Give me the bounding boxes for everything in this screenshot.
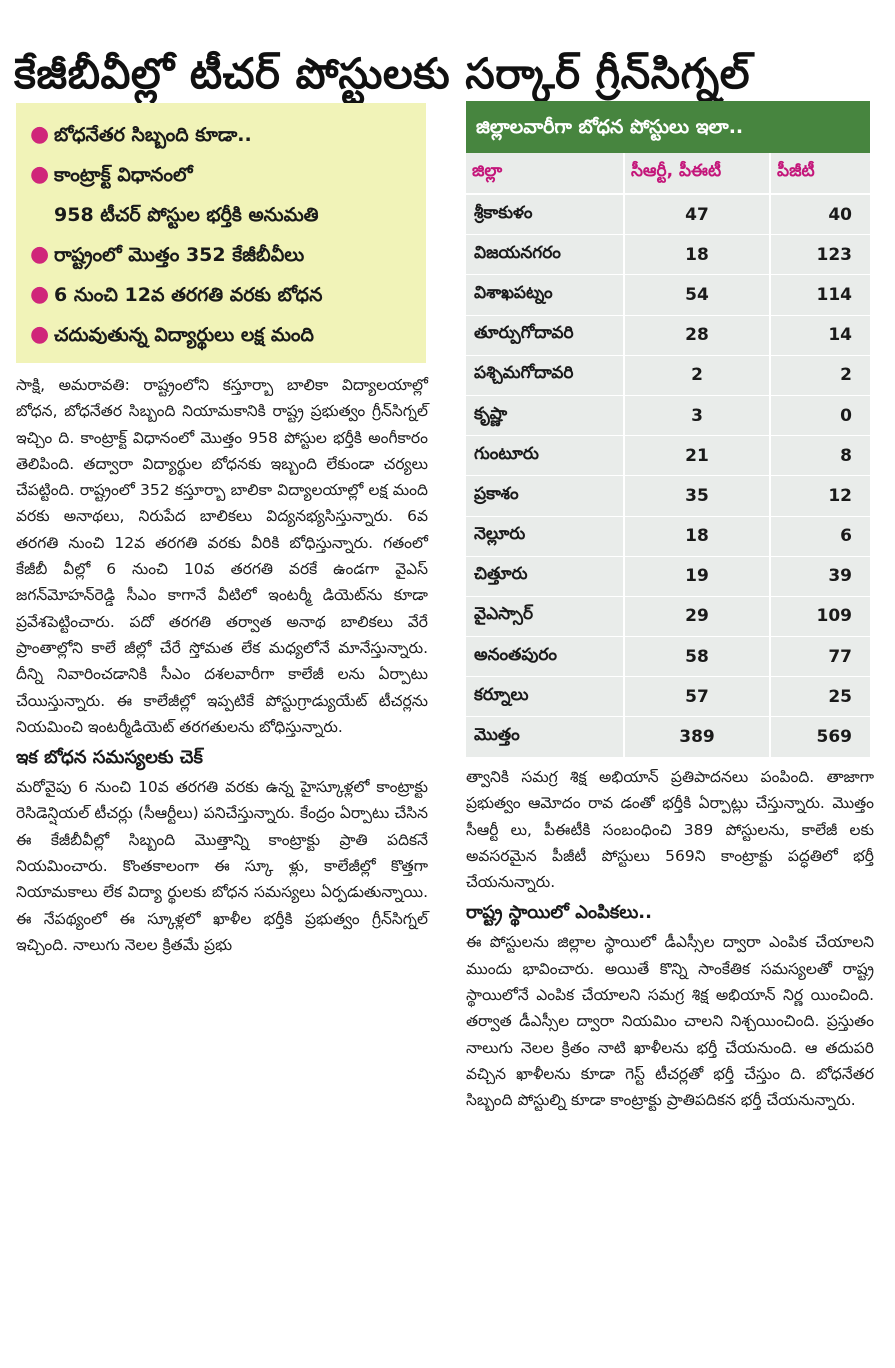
cell-district: విశాఖపట్నం	[466, 275, 624, 315]
cell-crt-pet: 28	[624, 315, 770, 355]
table-header-row	[466, 153, 870, 194]
cell-pgt: 77	[770, 637, 870, 677]
cell-pgt: 569	[770, 717, 870, 757]
article-paragraph: సాక్షి, అమరావతి: రాష్ట్రంలోని కస్తూర్బా బాలికా విద్యాలయాల్లో బోధన, బోధనేతర సిబ్బంది నియామకానికి రాష్ట్ర ప్రభుత్వం గ్రీన్‌సిగ్నల్ ఇచ్చిం ది. కాంట్రాక్ట్ విధానంలో మొత్తం 958 పోస్టుల భర్తీకి అంగీకారం తెలిపింది. తద్వారా విద్యార్థుల బోధనకు ఇబ్బంది లేకుండా చర్యలు చేపట్టింది. రాష్ట్రంలో 352 కస్తూర్బా బాలికా విద్యాలయాల్లో లక్ష మంది వరకు అనాథలు, నిరుపేద బాలికలు విద్యనభ్యసిస్తున్నారు. 6వ తరగతి నుంచి 12వ తరగతి వరకు వీరికి బోధిస్తున్నారు. గతంలో కేజీబీ వీల్లో 6 నుంచి 10వ తరగతి వరకే ఉండగా వైఎస్ జగన్‌మోహన్‌రెడ్డి సీఎం కాగానే వీటిలో ఇంటర్మీ డియెట్‌ను కూడా ప్రవేశపెట్టించారు. పదో తరగతి తర్వాత అనాథ బాలికలు వేరే ప్రాంతాల్లోని కాలే జీల్లో చేరే స్తోమత లేక మధ్యలోనే మానేస్తున్నారు. దీన్ని నివారించడానికి సీఎం దశలవారీగా కాలేజీ లను ఏర్పాటు చేయిస్తున్నారు. ఈ కాలేజీల్లో ఇప్పటికే పోస్టుగ్రాడ్యుయేట్ టీచర్లను నియమించి ఇంటర్మీడియెట్ తరగతులను బోధిస్తున్నారు.	[16, 376, 428, 736]
district-posts-table	[466, 153, 870, 757]
table-row	[466, 516, 870, 556]
table-row	[466, 315, 870, 355]
cell-pgt: 25	[770, 677, 870, 717]
cell-crt-pet: 2	[624, 355, 770, 395]
cell-crt-pet: 35	[624, 476, 770, 516]
cell-pgt: 0	[770, 395, 870, 435]
article-paragraph: మరోవైపు 6 నుంచి 10వ తరగతి వరకు ఉన్న హైస్కూళ్లలో కాంట్రాక్టు రెసిడెన్షియల్ టీచర్లు (సీఆర్టీలు) పనిచేస్తున్నారు. కేంద్రం ఏర్పాటు చేసిన ఈ కేజీబీవీల్లో సిబ్బంది మొత్తాన్ని కాంట్రాక్టు ప్రాతి పదికనే నియమించారు. కొంతకాలంగా ఈ స్కూ ళ్లు, కాలేజీల్లో కొత్తగా నియామకాలు లేక విద్యా ర్థులకు బోధన సమస్యలు ఏర్పడుతున్నాయి. ఈ నేపథ్యంలో ఈ స్కూళ్లలో ఖాళీల భర్తీకి ప్రభుత్వం గ్రీన్‌సిగ్నల్ ఇచ్చింది. నాలుగు నెలల క్రితమే ప్రభు	[16, 778, 428, 954]
highlight-text: రాష్ట్రంలో మొత్తం 352 కేజీబీవీలు	[54, 244, 305, 266]
cell-district: తూర్పుగోదావరి	[466, 315, 624, 355]
cell-crt-pet: 21	[624, 436, 770, 476]
bullet-icon: ●	[30, 322, 50, 347]
cell-district: మొత్తం	[466, 717, 624, 757]
district-posts-table-box	[466, 101, 870, 757]
table-row	[466, 637, 870, 677]
cell-district: నెల్లూరు	[466, 516, 624, 556]
table-row	[466, 194, 870, 235]
highlight-text: కాంట్రాక్ట్ విధానంలో	[54, 164, 193, 186]
header-crt-pet: సీఆర్టీ, పీఈటీ	[624, 153, 770, 194]
cell-district: కర్నూలు	[466, 677, 624, 717]
highlight-item	[30, 195, 416, 235]
cell-district: విజయనగరం	[466, 235, 624, 275]
highlight-item	[30, 275, 416, 315]
cell-crt-pet: 19	[624, 556, 770, 596]
cell-pgt: 39	[770, 556, 870, 596]
cell-district: ప్రకాశం	[466, 476, 624, 516]
cell-pgt: 109	[770, 596, 870, 636]
cell-district: కృష్ణా	[466, 395, 624, 435]
bullet-icon: ●	[30, 282, 50, 307]
article-column-left	[16, 372, 428, 958]
cell-pgt: 12	[770, 476, 870, 516]
cell-crt-pet: 29	[624, 596, 770, 636]
highlight-text: బోధనేతర సిబ్బంది కూడా..	[54, 124, 252, 146]
table-row	[466, 556, 870, 596]
cell-pgt: 14	[770, 315, 870, 355]
table-row	[466, 436, 870, 476]
bullet-icon: ●	[30, 162, 50, 187]
highlight-text: చదువుతున్న విద్యార్థులు లక్ష మంది	[54, 324, 314, 346]
article-paragraph: త్వానికి సమగ్ర శిక్ష అభియాన్ ప్రతిపాదనలు పంపింది. తాజాగా ప్రభుత్వం ఆమోదం రావ డంతో భర్తీకి ఏర్పాట్లు చేస్తున్నారు. మొత్తం సీఆర్టీ లు, పీఈటీకి సంబంధించి 389 పోస్టులను, కాలేజీ లకు అవసరమైన పీజీటీ పోస్టులు 569ని కాంట్రాక్టు పద్ధతిలో భర్తీ చేయనున్నారు.	[466, 768, 874, 892]
cell-pgt: 6	[770, 516, 870, 556]
table-row	[466, 717, 870, 757]
cell-district: అనంతపురం	[466, 637, 624, 677]
highlight-item	[30, 315, 416, 355]
cell-pgt: 40	[770, 194, 870, 235]
cell-pgt: 2	[770, 355, 870, 395]
highlight-text: 6 నుంచి 12వ తరగతి వరకు బోధన	[54, 284, 323, 306]
cell-crt-pet: 58	[624, 637, 770, 677]
cell-pgt: 123	[770, 235, 870, 275]
section-subheading: ఇక బోధన సమస్యలకు చెక్	[16, 747, 203, 769]
highlight-item	[30, 115, 416, 155]
cell-crt-pet: 18	[624, 516, 770, 556]
article-column-right	[466, 764, 874, 1114]
headline: కేజీబీవీల్లో టీచర్ పోస్టులకు సర్కార్ గ్రీన్‌సిగ్నల్	[14, 49, 750, 99]
table-caption: జిల్లాలవారీగా బోధన పోస్టులు ఇలా..	[466, 101, 870, 153]
table-row	[466, 235, 870, 275]
cell-crt-pet: 54	[624, 275, 770, 315]
highlight-item	[30, 235, 416, 275]
cell-district: గుంటూరు	[466, 436, 624, 476]
cell-crt-pet: 57	[624, 677, 770, 717]
table-row	[466, 355, 870, 395]
cell-crt-pet: 18	[624, 235, 770, 275]
cell-crt-pet: 389	[624, 717, 770, 757]
table-row	[466, 476, 870, 516]
cell-crt-pet: 3	[624, 395, 770, 435]
bullet-icon: ●	[30, 242, 50, 267]
highlight-text: 958 టీచర్ పోస్టుల భర్తీకి అనుమతి	[54, 204, 319, 226]
bullet-icon: ●	[30, 122, 50, 147]
cell-pgt: 114	[770, 275, 870, 315]
header-district: జిల్లా	[466, 153, 624, 194]
cell-district: చిత్తూరు	[466, 556, 624, 596]
table-row	[466, 677, 870, 717]
header-pgt: పీజీటీ	[770, 153, 870, 194]
table-row	[466, 275, 870, 315]
section-subheading: రాష్ట్ర స్థాయిలో ఎంపికలు..	[466, 902, 652, 924]
cell-district: పశ్చిమగోదావరి	[466, 355, 624, 395]
cell-district: శ్రీకాకుళం	[466, 194, 624, 235]
table-row	[466, 596, 870, 636]
highlight-item	[30, 155, 416, 195]
article-paragraph: ఈ పోస్టులను జిల్లాల స్థాయిలో డీఎస్సీల ద్వారా ఎంపిక చేయాలని ముందు భావించారు. అయితే కొన్ని సాంకేతిక సమస్యలతో రాష్ట్ర స్థాయిలోనే ఎంపిక చేయాలని సమగ్ర శిక్ష అభియాన్ నిర్ణ యించింది. తర్వాత డీఎస్సీల ద్వారా నియమిం చాలని నిశ్చయించింది. ప్రస్తుతం నాలుగు నెలల క్రితం నాటి ఖాళీలను భర్తీ చేయనుంది. ఆ తదుపరి వచ్చిన ఖాళీలను కూడా గెస్ట్ టీచర్లతో భర్తీ చేస్తుం ది. బోధనేతర సిబ్బంది పోస్టుల్ని కూడా కాంట్రాక్టు ప్రాతిపదికన భర్తీ చేయనున్నారు.	[466, 933, 874, 1110]
table-row	[466, 395, 870, 435]
highlights-box	[16, 103, 426, 363]
cell-district: వైఎస్సార్	[466, 596, 624, 636]
cell-crt-pet: 47	[624, 194, 770, 235]
cell-pgt: 8	[770, 436, 870, 476]
